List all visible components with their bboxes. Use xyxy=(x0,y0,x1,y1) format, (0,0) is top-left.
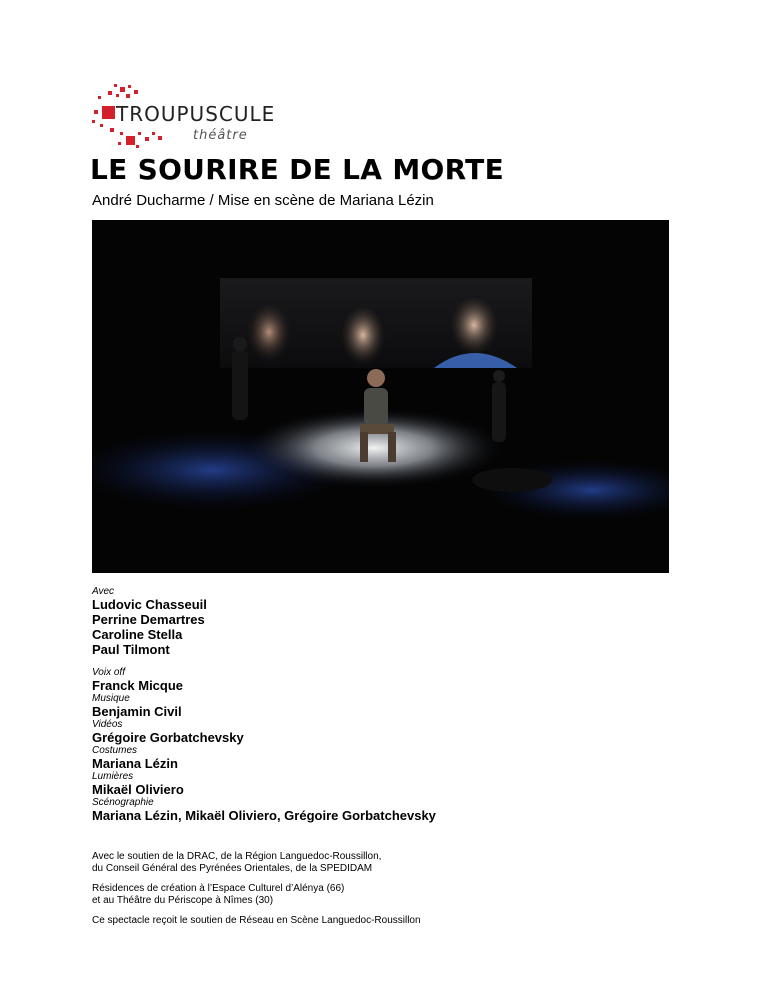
stage-scene-image xyxy=(92,220,669,573)
crew-name: Grégoire Gorbatchevsky xyxy=(92,730,244,745)
support-line: Avec le soutien de la DRAC, de la Région Languedoc-Roussillon, xyxy=(92,851,382,862)
residency-line: Résidences de création à l’Espace Culturel d’Alénya (66) xyxy=(92,883,345,894)
credits xyxy=(92,586,692,823)
play-title: LE SOURIRE DE LA MORTE xyxy=(90,153,505,186)
play-subtitle: André Ducharme / Mise en scène de Mariana Lézin xyxy=(92,192,434,209)
residency-line: et au Théâtre du Périscope à Nîmes (30) xyxy=(92,895,274,906)
cast-name: Caroline Stella xyxy=(92,627,183,642)
crew-role: Voix off xyxy=(92,667,125,678)
cast-label: Avec xyxy=(92,586,115,597)
stage-photo xyxy=(92,220,669,573)
crew-role: Musique xyxy=(92,693,130,704)
crew-name: Benjamin Civil xyxy=(92,704,182,719)
cast-name: Perrine Demartres xyxy=(92,612,205,627)
crew-role: Vidéos xyxy=(92,719,123,730)
crew-role: Scénographie xyxy=(92,797,154,808)
support-line: du Conseil Général des Pyrénées Orientales, de la SPEDIDAM xyxy=(92,863,373,874)
logo-subtitle: théâtre xyxy=(193,128,248,143)
support-paragraph xyxy=(92,851,692,875)
crew-name: Franck Micque xyxy=(92,678,184,693)
logo-wordmark: TROUPUSCULE xyxy=(116,102,276,126)
network-paragraph: Ce spectacle reçoit le soutien de Réseau en Scène Languedoc-Roussillon xyxy=(92,915,421,926)
crew-role: Lumières xyxy=(92,771,134,782)
cast-name: Paul Tilmont xyxy=(92,642,170,657)
support-notes xyxy=(92,851,692,935)
crew-name: Mariana Lézin xyxy=(92,756,178,771)
crew-name: Mikaël Oliviero xyxy=(92,782,184,797)
cast-name: Ludovic Chasseuil xyxy=(92,597,207,612)
crew-role: Costumes xyxy=(92,745,138,756)
crew-name: Mariana Lézin, Mikaël Oliviero, Grégoire Gorbatchevsky xyxy=(92,808,436,823)
residency-paragraph xyxy=(92,883,692,907)
